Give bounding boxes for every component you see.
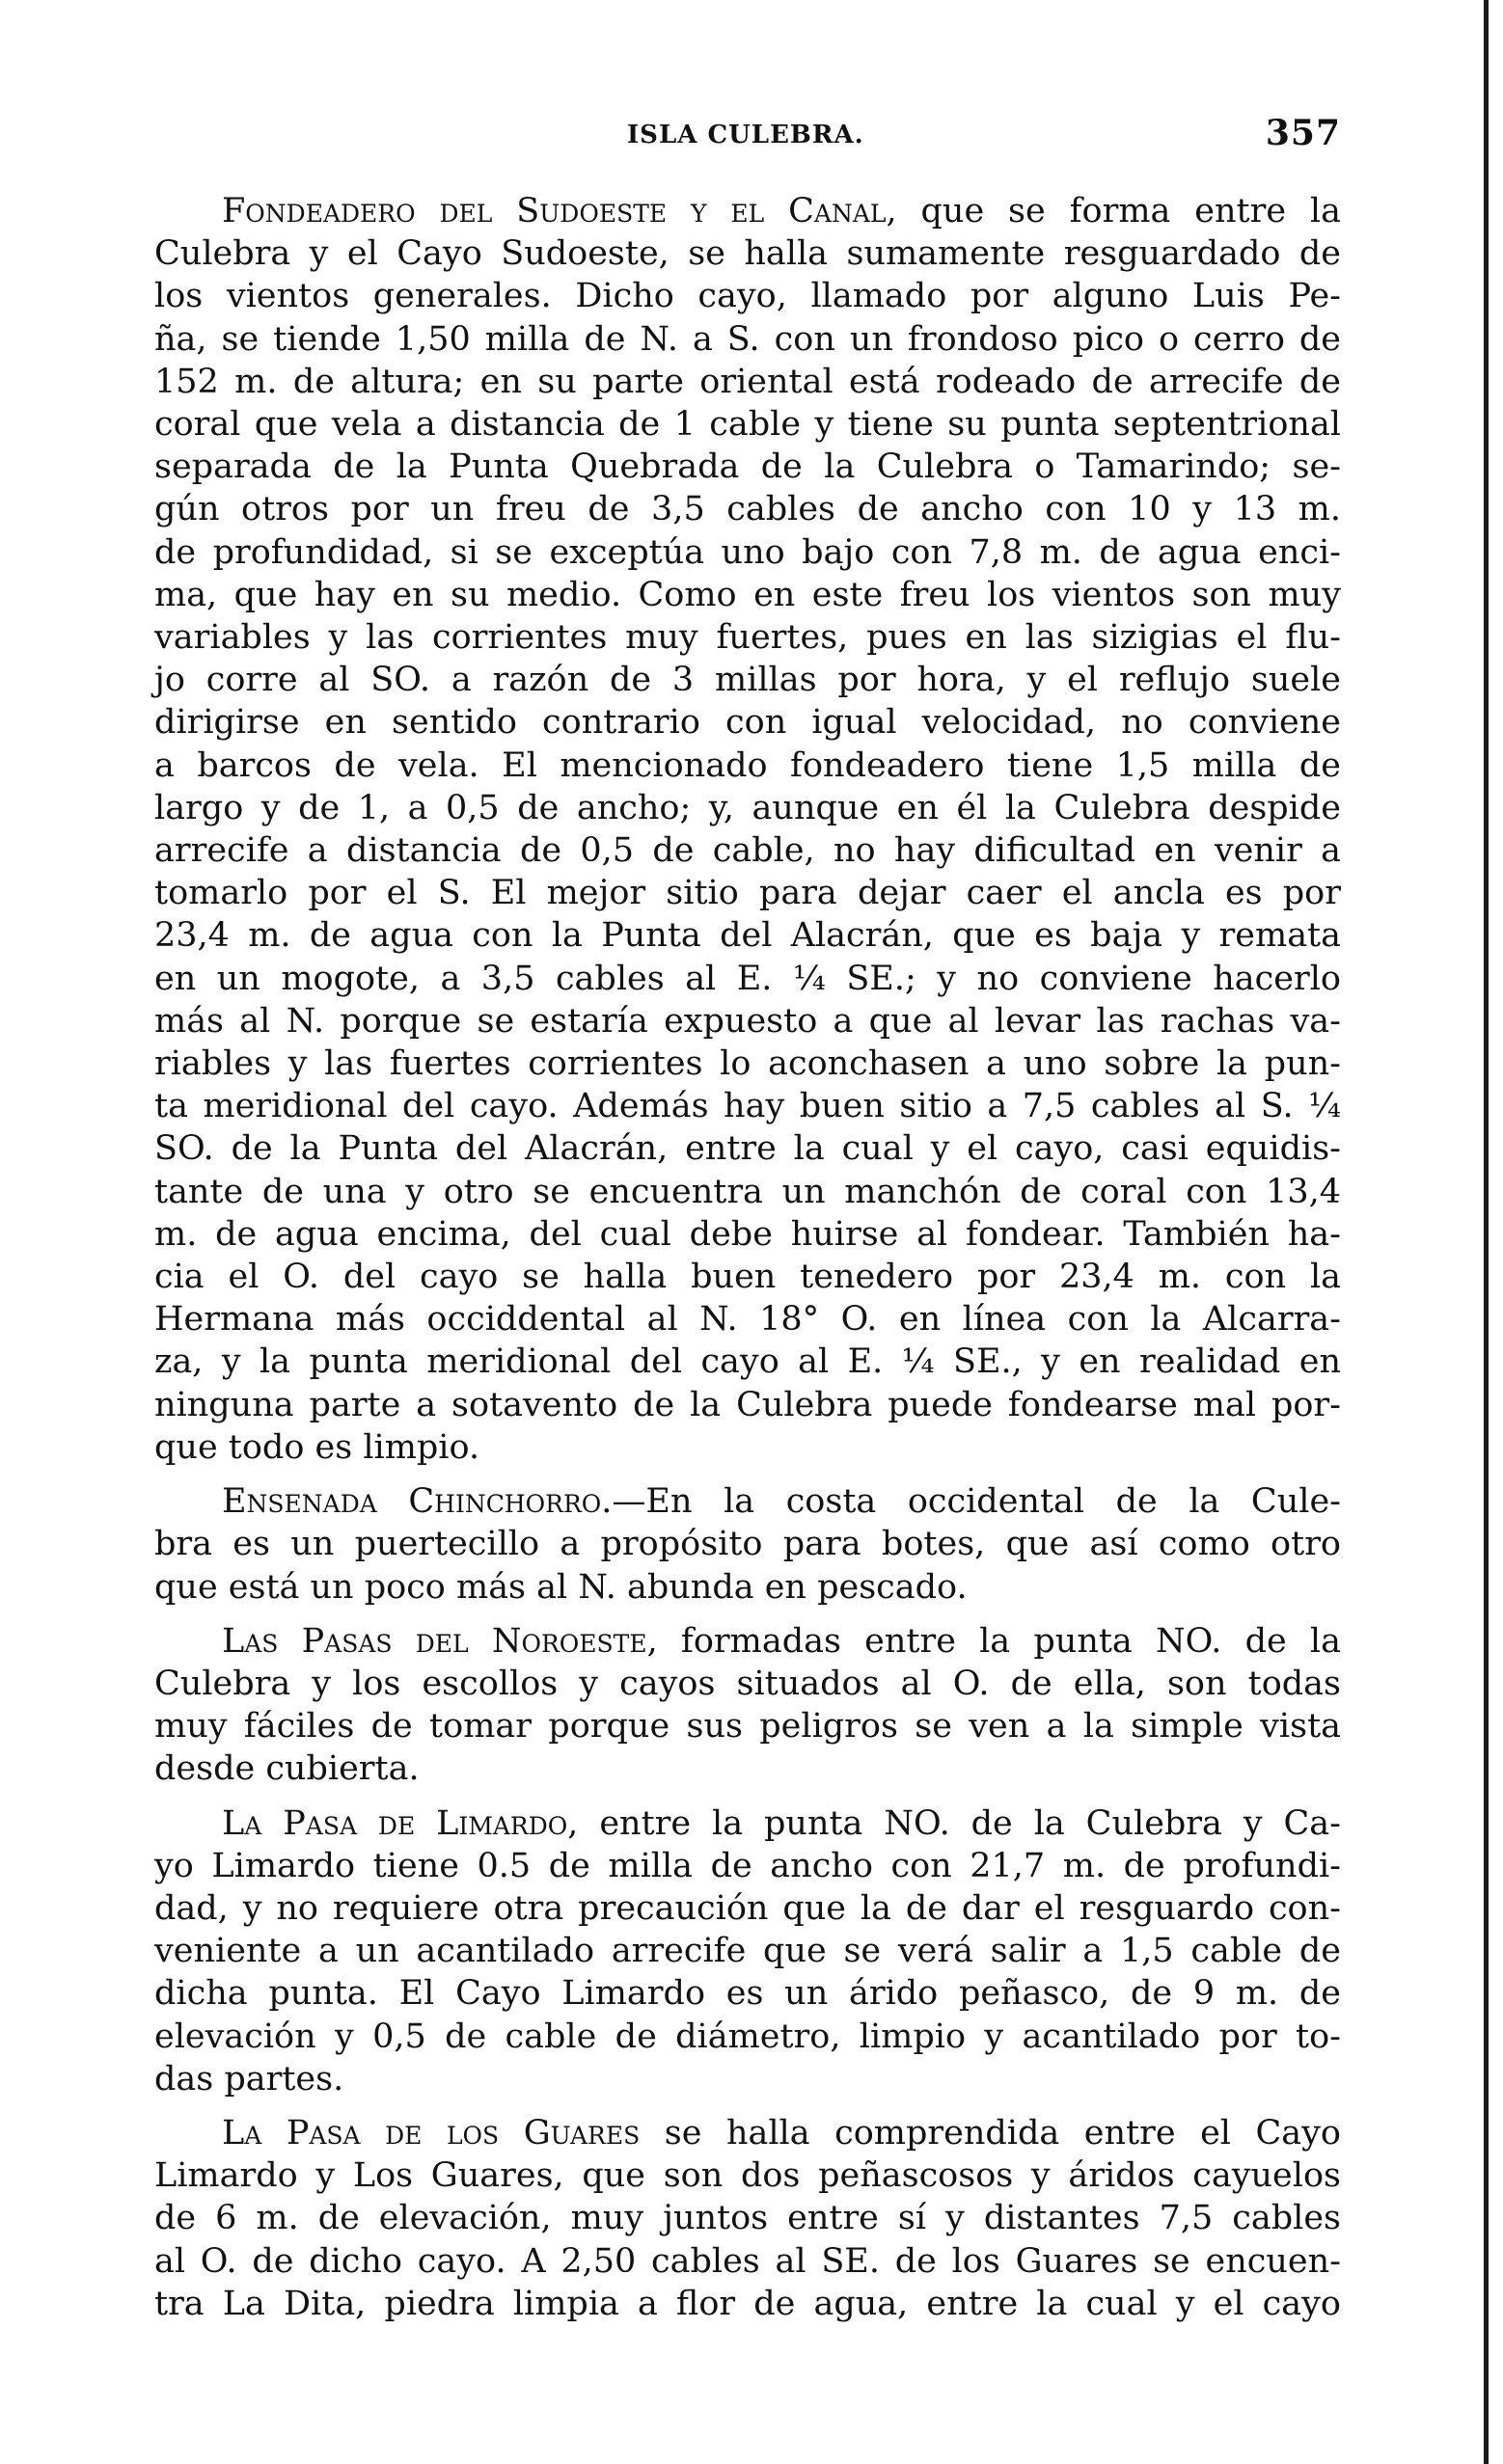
text-line: La Pasa de los Guares se halla comprendida entre el Cayo bbox=[222, 2113, 1341, 2153]
text-line: Limardo y Los Guares, que son dos peñascosos y áridos cayuelos bbox=[154, 2156, 1341, 2196]
section-heading: Las Pasas del Noroeste, bbox=[222, 1621, 658, 1661]
text-line: muy fáciles de tomar porque sus peligros se ven a la simple vista bbox=[154, 1707, 1341, 1746]
text-line: riables y las fuertes corrientes lo aconchasen a uno sobre la pun- bbox=[154, 1044, 1341, 1084]
text-line: arrecife a distancia de 0,5 de cable, no hay dificultad en venir a bbox=[154, 831, 1341, 871]
text-line: 23,4 m. de agua con la Punta del Alacrán, que es baja y remata bbox=[154, 916, 1341, 956]
running-title: ISLA CULEBRA. bbox=[627, 121, 864, 149]
text-line: los vientos generales. Dicho cayo, llamado por alguno Luis Pe- bbox=[154, 277, 1341, 316]
text-line: variables y las corrientes muy fuertes, pues en las sizigias el flu- bbox=[154, 618, 1341, 658]
text-line: elevación y 0,5 de cable de diámetro, limpio y acantilado por to- bbox=[154, 2017, 1341, 2056]
text-line: dad, y no requiere otra precaución que la de dar el resguardo con- bbox=[154, 1888, 1341, 1928]
text-line: cia el O. del cayo se halla buen tenedero por 23,4 m. con la bbox=[154, 1258, 1341, 1297]
text-line: m. de agua encima, del cual debe huirse al fondear. También ha- bbox=[154, 1214, 1341, 1254]
paragraph-pasa-limardo bbox=[154, 1802, 1341, 2100]
text-line: La Pasa de Limardo, entre la punta NO. de la Culebra y Ca- bbox=[222, 1803, 1341, 1843]
section-heading: Ensenada Chinchorro. bbox=[222, 1482, 613, 1522]
paragraph-pasa-guares bbox=[154, 2112, 1341, 2325]
running-head bbox=[154, 111, 1341, 169]
text-line: za, y la punta meridional del cayo al E. ¼ SE., y en realidad en bbox=[154, 1342, 1341, 1382]
section-heading: Fondeadero del Sudoeste y el Canal, bbox=[222, 192, 897, 230]
text-line: jo corre al SO. a razón de 3 millas por hora, y el reflujo suele bbox=[154, 661, 1341, 700]
paragraph-pasas-noroeste bbox=[154, 1620, 1341, 1791]
text-line: Culebra y los escollos y cayos situados al O. de ella, son todas bbox=[154, 1664, 1341, 1703]
text-line: Las Pasas del Noroeste, formadas entre la punta NO. de la bbox=[222, 1621, 1341, 1661]
text-line: en un mogote, a 3,5 cables al E. ¼ SE.; y no conviene hacerlo bbox=[154, 959, 1341, 998]
text-line: desde cubierta. bbox=[154, 1749, 420, 1789]
section-heading: La Pasa de Limardo, bbox=[222, 1803, 579, 1843]
text-line: dirigirse en sentido contrario con igual velocidad, no conviene bbox=[154, 703, 1341, 743]
section-heading: La Pasa de los Guares bbox=[222, 2113, 641, 2153]
text-line: Fondeadero del Sudoeste y el Canal, que se forma entre la bbox=[222, 192, 1341, 230]
page-edge-rule bbox=[1484, 0, 1489, 2464]
text-line: que está un poco más al N. abunda en pescado. bbox=[154, 1567, 968, 1607]
text-line: ma, que hay en su medio. Como en este freu los vientos son muy bbox=[154, 575, 1341, 614]
text-line: bra es un puertecillo a propósito para botes, que así como otro bbox=[154, 1525, 1341, 1564]
text-line: 152 m. de altura; en su parte oriental está rodeado de arrecife de bbox=[154, 362, 1341, 401]
text-line: gún otros por un freu de 3,5 cables de ancho con 10 y 13 m. bbox=[154, 490, 1341, 529]
text-line: de 6 m. de elevación, muy juntos entre sí y distantes 7,5 cables bbox=[154, 2199, 1341, 2238]
text-line: yo Limardo tiene 0.5 de milla de ancho con 21,7 m. de profundi- bbox=[154, 1846, 1341, 1885]
text-line: ña, se tiende 1,50 milla de N. a S. con un frondoso pico o cerro de bbox=[154, 319, 1341, 359]
book-page bbox=[154, 111, 1341, 2337]
paragraph-ensenada-chinchorro bbox=[154, 1480, 1341, 1609]
text-line: largo y de 1, a 0,5 de ancho; y, aunque en él la Culebra despide bbox=[154, 788, 1341, 827]
text-line: Hermana más occiddental al N. 18° O. en línea con la Alcarra- bbox=[154, 1300, 1341, 1340]
text-line: ta meridional del cayo. Además hay buen sitio a 7,5 cables al S. ¼ bbox=[154, 1087, 1341, 1126]
text-line: tra La Dita, piedra limpia a flor de agua, entre la cual y el cayo bbox=[154, 2284, 1341, 2323]
text-line: Culebra y el Cayo Sudoeste, se halla sumamente resguardado de bbox=[154, 234, 1341, 274]
text-line: tante de una y otro se encuentra un manchón de coral con 13,4 bbox=[154, 1172, 1341, 1211]
text-line: coral que vela a distancia de 1 cable y tiene su punta septentrional bbox=[154, 405, 1341, 445]
text-line: Ensenada Chinchorro.—En la costa occidental de la Cule- bbox=[222, 1482, 1341, 1522]
paragraph-fondeadero-sudoeste bbox=[154, 190, 1341, 1469]
text-line: das partes. bbox=[154, 2059, 344, 2098]
text-line: dicha punta. El Cayo Limardo es un árido peñasco, de 9 m. de bbox=[154, 1974, 1341, 2014]
text-line: tomarlo por el S. El mejor sitio para dejar caer el ancla es por bbox=[154, 874, 1341, 913]
text-line: más al N. porque se estaría expuesto a que al levar las rachas va- bbox=[154, 1001, 1341, 1041]
text-line: veniente a un acantilado arrecife que se verá salir a 1,5 cable de bbox=[154, 1932, 1341, 1971]
text-line: de profundidad, si se exceptúa uno bajo con 7,8 m. de agua enci- bbox=[154, 532, 1341, 572]
page-number: 357 bbox=[1265, 113, 1341, 153]
text-line: separada de la Punta Quebrada de la Culebra o Tamarindo; se- bbox=[154, 447, 1341, 487]
text-line: a barcos de vela. El mencionado fondeadero tiene 1,5 milla de bbox=[154, 745, 1341, 785]
text-line: que todo es limpio. bbox=[154, 1427, 480, 1467]
text-line: SO. de la Punta del Alacrán, entre la cual y el cayo, casi equidis- bbox=[154, 1129, 1341, 1169]
text-line: ninguna parte a sotavento de la Culebra puede fondearse mal por- bbox=[154, 1385, 1341, 1424]
text-line: al O. de dicho cayo. A 2,50 cables al SE. de los Guares se encuen- bbox=[154, 2241, 1341, 2281]
